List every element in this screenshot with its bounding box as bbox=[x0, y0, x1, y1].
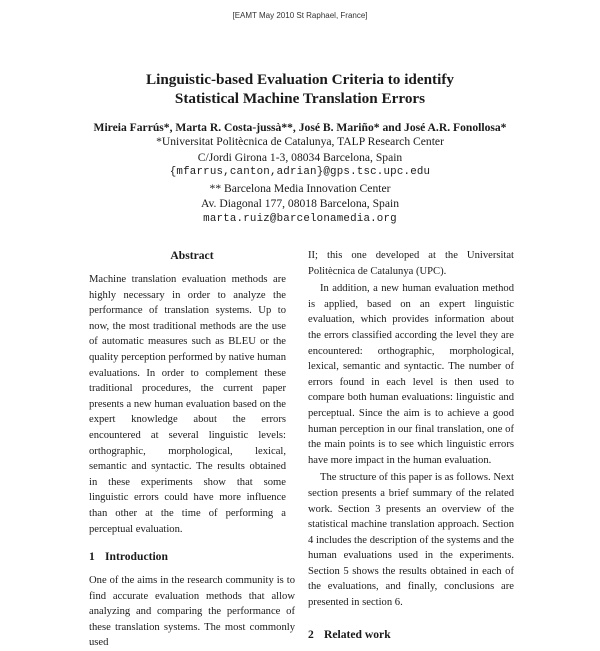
venue-header: [EAMT May 2010 St Raphael, France] bbox=[232, 11, 368, 20]
abstract-text: Machine translation evaluation methods are highly necessary in order to analyze the performance of translation systems. Up to now, the most traditional methods are the use of automatic measures such as BLEU or the quality perception performed by native human evaluations. In order to complement these traditional procedures, the current paper presents a new human evaluation based on the expert knowledge about the errors encountered at several linguistic levels: orthographic, morphological, lexical, semantic and syntactic. The results obtained in these experiments show that some linguistic errors could have more influence than other at the time of performing a perceptual evaluation. bbox=[89, 274, 286, 535]
left-column bbox=[89, 248, 295, 651]
right-paragraph-1: II; this one developed at the Universitat Politècnica de Catalunya (UPC). bbox=[308, 250, 514, 277]
abstract-heading: Abstract bbox=[170, 249, 214, 262]
affiliation-upc-emails: {mfarrus,canton,adrian}@gps.tsc.upc.edu bbox=[169, 166, 431, 178]
paper-title bbox=[0, 70, 600, 108]
introduction-text: One of the aims in the research community is to find accurate evaluation methods that allow analyzing and comparing the performance of these translation systems. The most commonly used bbox=[89, 575, 295, 649]
right-paragraph-3: The structure of this paper is as follows. Next section presents a brief summary of the related work. Section 3 presents an overview of the statistical machine translation approach. Section 4 includes the description of the systems and the human evaluations used in the experiments. Section 5 shows the results obtained in each of the evaluations, and finally, conclusions are presented in section 6. bbox=[308, 472, 514, 609]
right-paragraph-2: In addition, a new human evaluation method is applied, based on an expert linguistic evaluation, which provides information about the errors classified according the level they are encountered: orthographic, morphological, lexical, semantic and syntactic. The number of errors found in each level is then used to compare both human evaluations: linguistic and perceptual. Since the aim is to achieve a good human perception in our final translation, one of the main points is to see which linguistic errors have more impact in the human evaluation. bbox=[308, 283, 514, 466]
affiliation-upc-address: C/Jordi Girona 1-3, 08034 Barcelona, Spain bbox=[197, 150, 403, 164]
author-list: Mireia Farrús*, Marta R. Costa-jussà**, José B. Mariño* and José A.R. Fonollosa* bbox=[93, 121, 507, 134]
section-1-title: Introduction bbox=[105, 550, 168, 564]
affiliation-bm: ** Barcelona Media Innovation Center bbox=[209, 181, 391, 195]
section-2-title: Related work bbox=[324, 627, 391, 641]
title-line-1: Linguistic-based Evaluation Criteria to identify bbox=[146, 71, 454, 88]
affiliation-bm-address: Av. Diagonal 177, 08018 Barcelona, Spain bbox=[200, 197, 399, 210]
title-line-2: Statistical Machine Translation Errors bbox=[174, 90, 426, 107]
section-1-number: 1 bbox=[89, 550, 95, 564]
section-1-heading bbox=[89, 549, 295, 564]
affiliation-bm-email: marta.ruiz@barcelonamedia.org bbox=[203, 212, 397, 225]
section-2-number: 2 bbox=[308, 627, 314, 641]
affiliations bbox=[0, 134, 600, 227]
right-column bbox=[308, 248, 514, 651]
affiliation-upc: *Universitat Politècnica de Catalunya, TALP Research Center bbox=[156, 135, 444, 148]
section-2-heading bbox=[308, 627, 514, 642]
